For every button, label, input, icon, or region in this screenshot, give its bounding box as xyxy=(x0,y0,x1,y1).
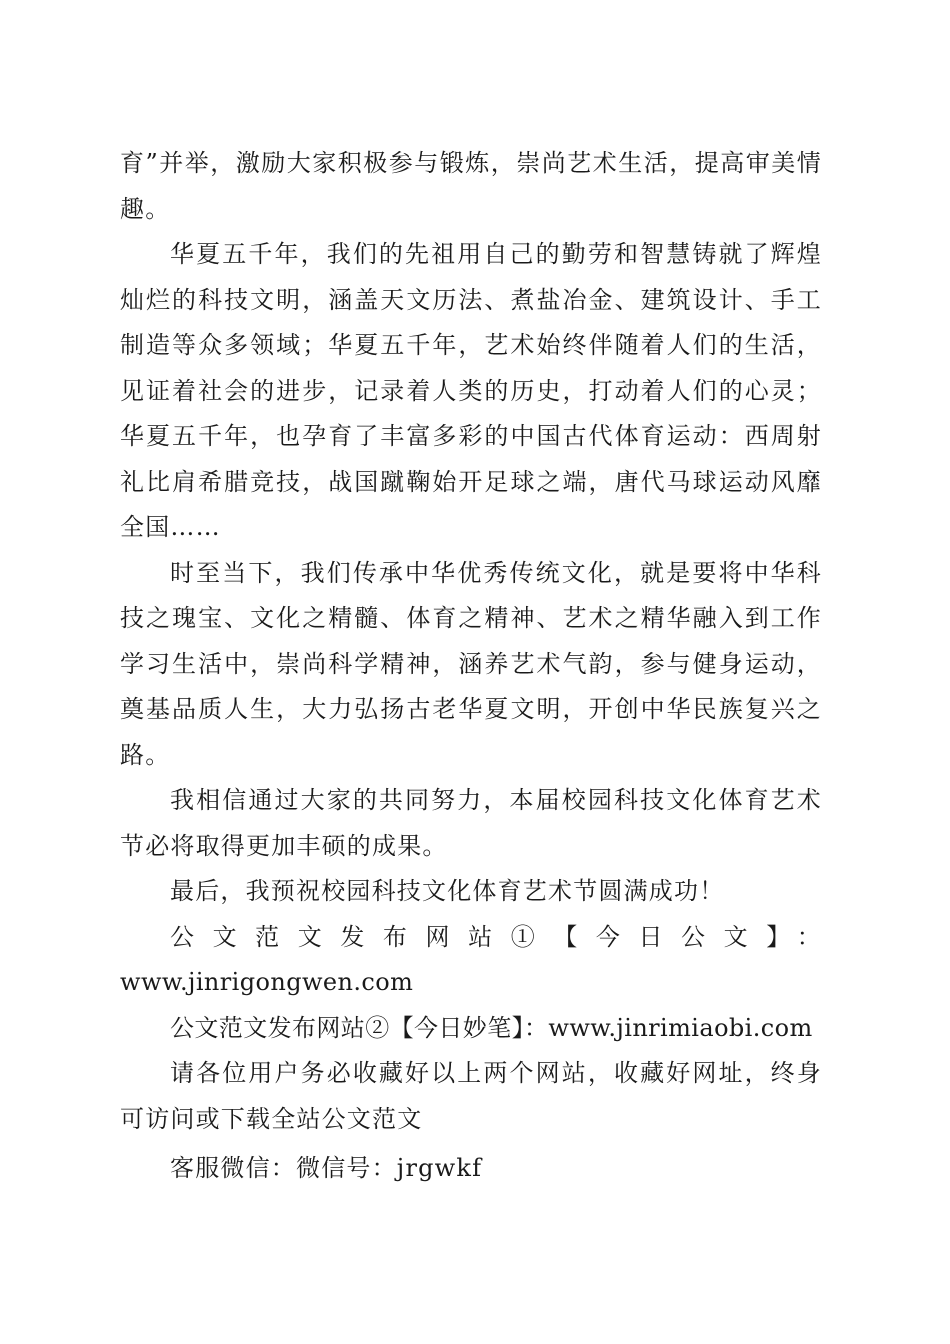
paragraph-closing: 最后，我预祝校园科技文化体育艺术节圆满成功！ xyxy=(170,877,725,905)
paragraph-belief: 我相信通过大家的共同努力，本届校园科技文化体育艺术节必将取得更加丰硕的成果。 xyxy=(120,786,822,860)
site1-label: 公文范文发布网站①【今日公文】： xyxy=(170,922,822,951)
paragraph-present: 时至当下，我们传承中华优秀传统文化，就是要将中华科技之瑰宝、文化之精髓、体育之精神、艺术之精华融入到工作学习生活中，崇尚科学精神，涵养艺术气韵，参与健身运动，奠基品质人生，大力弘扬古老华夏文明，开创中华民族复兴之路。 xyxy=(120,558,822,769)
paragraph-history: 华夏五千年，我们的先祖用自己的勤劳和智慧铸就了辉煌灿烂的科技文明，涵盖天文历法、煮盐冶金、建筑设计、手工制造等众多领域；华夏五千年，艺术始终伴随着人们的生活，见证着社会的进步，记录着人类的历史，打动着人们的心灵；华夏五千年，也孕育了丰富多彩的中国古代体育运动：西周射礼比肩希腊竞技，战国蹴鞠始开足球之端，唐代马球运动风靡全国…… xyxy=(120,240,822,541)
paragraph-continuation: 育”并举，激励大家积极参与锻炼，崇尚艺术生活，提高审美情趣。 xyxy=(120,149,822,223)
site1-url: www.jinrigongwen.com xyxy=(120,968,414,996)
notice-paragraph: 请各位用户务必收藏好以上两个网站，收藏好网址，终身可访问或下载全站公文范文 xyxy=(120,1059,822,1133)
customer-service-line: 客服微信：微信号：jrgwkf xyxy=(170,1154,483,1182)
document-body xyxy=(120,141,822,1192)
site2-line: 公文范文发布网站②【今日妙笔】：www.jinrimiaobi.com xyxy=(170,1013,813,1042)
